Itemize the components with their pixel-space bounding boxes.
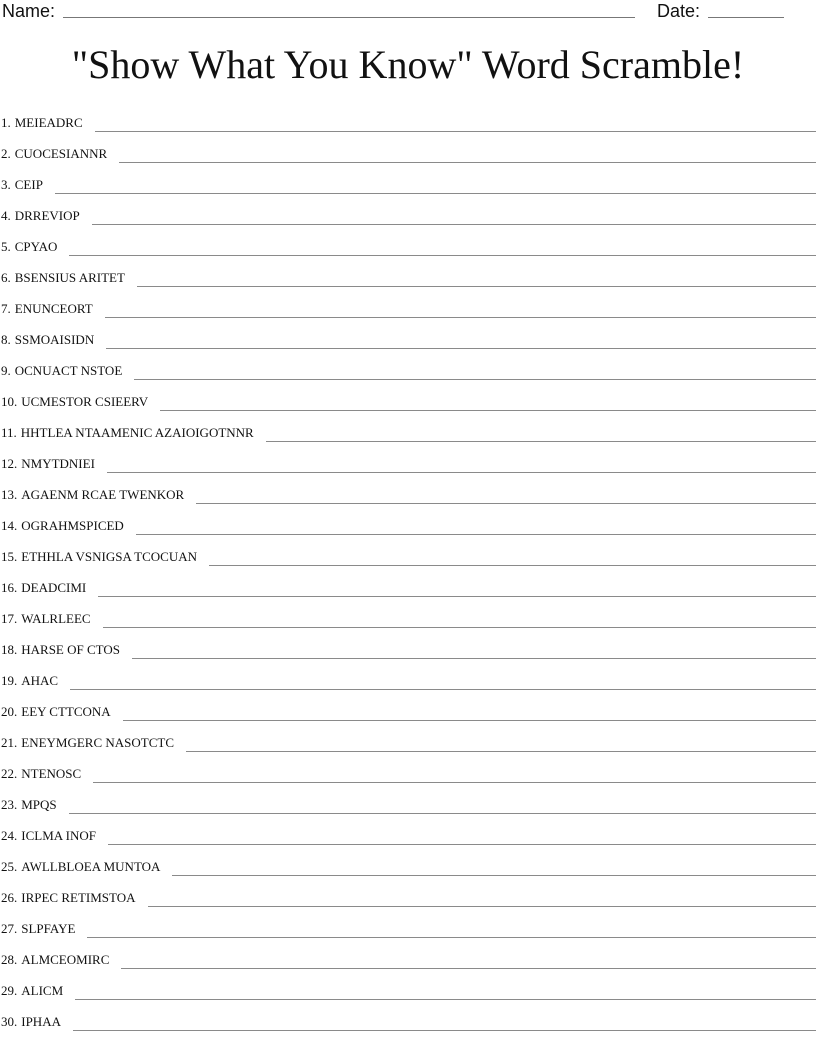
- scramble-clue: [0, 797, 57, 825]
- answer-line[interactable]: [266, 441, 816, 442]
- item-number: 6.: [1, 270, 11, 285]
- answer-line[interactable]: [73, 1030, 816, 1031]
- list-item: [0, 329, 816, 360]
- list-item: [0, 391, 816, 422]
- scrambled-word: IPHAA: [21, 1014, 61, 1029]
- scramble-clue: [0, 859, 160, 887]
- item-number: 4.: [1, 208, 11, 223]
- answer-line[interactable]: [137, 286, 816, 287]
- scrambled-word: AWLLBLOEA MUNTOA: [21, 859, 161, 874]
- list-item: [0, 732, 816, 763]
- scrambled-word: ETHHLA VSNIGSA TCOCUAN: [21, 549, 198, 564]
- scramble-clue: [0, 363, 122, 391]
- item-number: 9.: [1, 363, 11, 378]
- list-item: [0, 1011, 816, 1042]
- answer-line[interactable]: [107, 472, 816, 473]
- answer-line[interactable]: [186, 751, 816, 752]
- scrambled-word: ALICM: [21, 983, 64, 998]
- answer-line[interactable]: [106, 348, 816, 349]
- item-number: 10.: [1, 394, 18, 409]
- item-number: 14.: [1, 518, 18, 533]
- item-number: 3.: [1, 177, 11, 192]
- answer-line[interactable]: [69, 255, 816, 256]
- scramble-clue: [0, 332, 94, 360]
- item-number: 1.: [1, 115, 11, 130]
- answer-line[interactable]: [108, 844, 816, 845]
- answer-line[interactable]: [75, 999, 816, 1000]
- scramble-clue: [0, 115, 83, 143]
- scrambled-word: NTENOSC: [21, 766, 82, 781]
- list-item: [0, 639, 816, 670]
- list-item: [0, 143, 816, 174]
- list-item: [0, 298, 816, 329]
- item-number: 19.: [1, 673, 18, 688]
- item-number: 17.: [1, 611, 18, 626]
- list-item: [0, 453, 816, 484]
- scrambled-word: WALRLEEC: [21, 611, 91, 626]
- item-number: 21.: [1, 735, 18, 750]
- scrambled-word: IRPEC RETIMSTOA: [21, 890, 136, 905]
- scrambled-word: CEIP: [14, 177, 43, 192]
- answer-line[interactable]: [103, 627, 816, 628]
- scramble-clue: [0, 673, 58, 701]
- item-number: 30.: [1, 1014, 18, 1029]
- scramble-clue: [0, 425, 254, 453]
- scrambled-word: BSENSIUS ARITET: [14, 270, 125, 285]
- scramble-clue: [0, 983, 63, 1011]
- answer-line[interactable]: [92, 224, 816, 225]
- answer-line[interactable]: [95, 131, 816, 132]
- list-item: [0, 949, 816, 980]
- scramble-clue: [0, 146, 107, 174]
- item-number: 13.: [1, 487, 18, 502]
- scramble-clue: [0, 704, 111, 732]
- item-number: 20.: [1, 704, 18, 719]
- scrambled-word: ENUNCEORT: [14, 301, 93, 316]
- item-number: 7.: [1, 301, 11, 316]
- scrambled-word: CUOCESIANNR: [14, 146, 108, 161]
- item-number: 15.: [1, 549, 18, 564]
- answer-line[interactable]: [209, 565, 816, 566]
- list-item: [0, 112, 816, 143]
- scrambled-word: MEIEADRC: [14, 115, 83, 130]
- item-number: 28.: [1, 952, 18, 967]
- scramble-clue: [0, 456, 95, 484]
- scrambled-word: DEADCIMI: [21, 580, 87, 595]
- list-item: [0, 546, 816, 577]
- item-number: 2.: [1, 146, 11, 161]
- list-item: [0, 887, 816, 918]
- scrambled-word: ICLMA INOF: [21, 828, 97, 843]
- scramble-clue: [0, 549, 197, 577]
- list-item: [0, 825, 816, 856]
- scramble-clue: [0, 921, 75, 949]
- list-item: [0, 267, 816, 298]
- list-item: [0, 918, 816, 949]
- list-item: [0, 701, 816, 732]
- answer-line[interactable]: [87, 937, 816, 938]
- answer-line[interactable]: [134, 379, 816, 380]
- answer-line[interactable]: [148, 906, 816, 907]
- answer-line[interactable]: [69, 813, 816, 814]
- scrambled-word: SSMOAISIDN: [14, 332, 95, 347]
- scrambled-word: MPQS: [21, 797, 57, 812]
- scrambled-word: NMYTDNIEI: [21, 456, 95, 471]
- item-number: 11.: [1, 425, 17, 440]
- scramble-clue: [0, 890, 136, 918]
- list-item: [0, 608, 816, 639]
- answer-line[interactable]: [136, 534, 816, 535]
- item-number: 25.: [1, 859, 18, 874]
- scrambled-word: SLPFAYE: [21, 921, 76, 936]
- scramble-clue: [0, 735, 174, 763]
- scrambled-word: UCMESTOR CSIEERV: [21, 394, 149, 409]
- scrambled-word: OCNUACT NSTOE: [14, 363, 123, 378]
- item-number: 22.: [1, 766, 18, 781]
- name-field-line[interactable]: [63, 17, 635, 18]
- list-item: [0, 856, 816, 887]
- answer-line[interactable]: [172, 875, 816, 876]
- scramble-clue: [0, 270, 125, 298]
- answer-line[interactable]: [160, 410, 816, 411]
- list-item: [0, 360, 816, 391]
- scramble-clue: [0, 239, 57, 267]
- list-item: [0, 422, 816, 453]
- item-number: 5.: [1, 239, 11, 254]
- answer-line[interactable]: [55, 193, 816, 194]
- item-number: 27.: [1, 921, 18, 936]
- answer-line[interactable]: [196, 503, 816, 504]
- scrambled-word: HHTLEA NTAAMENIC AZAIOIGOTNNR: [20, 425, 254, 440]
- page-title: "Show What You Know" Word Scramble!: [71, 42, 745, 87]
- scramble-clue: [0, 952, 109, 980]
- scrambled-word: AGAENM RCAE TWENKOR: [21, 487, 185, 502]
- scramble-clue: [0, 766, 81, 794]
- item-number: 18.: [1, 642, 18, 657]
- item-number: 24.: [1, 828, 18, 843]
- answer-line[interactable]: [70, 689, 816, 690]
- item-number: 16.: [1, 580, 18, 595]
- scrambled-word: AHAC: [21, 673, 59, 688]
- scramble-clue: [0, 301, 93, 329]
- list-item: [0, 484, 816, 515]
- item-number: 8.: [1, 332, 11, 347]
- list-item: [0, 174, 816, 205]
- item-number: 12.: [1, 456, 18, 471]
- scrambled-word: ALMCEOMIRC: [21, 952, 110, 967]
- list-item: [0, 205, 816, 236]
- scramble-clue: [0, 487, 184, 515]
- answer-line[interactable]: [119, 162, 816, 163]
- answer-line[interactable]: [105, 317, 816, 318]
- item-number: 23.: [1, 797, 18, 812]
- scrambled-word: HARSE OF CTOS: [21, 642, 120, 657]
- name-label: Name:: [2, 1, 56, 21]
- scrambled-word: DRREVIOP: [14, 208, 80, 223]
- scrambled-word: ENEYMGERC NASOTCTC: [21, 735, 175, 750]
- list-item: [0, 236, 816, 267]
- scramble-clue: [0, 828, 96, 856]
- answer-line[interactable]: [93, 782, 816, 783]
- scramble-clue: [0, 1014, 61, 1042]
- date-field-line[interactable]: [708, 17, 784, 18]
- scrambled-word: EEY CTTCONA: [21, 704, 111, 719]
- list-item: [0, 763, 816, 794]
- scrambled-word: OGRAHMSPICED: [21, 518, 124, 533]
- scramble-clue: [0, 642, 120, 670]
- scramble-clue: [0, 208, 80, 236]
- answer-line[interactable]: [132, 658, 816, 659]
- item-number: 26.: [1, 890, 18, 905]
- scrambled-word: CPYAO: [14, 239, 58, 254]
- header-row: [0, 0, 816, 24]
- date-label: Date:: [657, 1, 701, 21]
- answer-line[interactable]: [121, 968, 816, 969]
- scramble-clue: [0, 580, 86, 608]
- list-item: [0, 980, 816, 1011]
- scramble-clue: [0, 394, 148, 422]
- scramble-clue: [0, 518, 124, 546]
- list-item: [0, 515, 816, 546]
- list-item: [0, 577, 816, 608]
- list-item: [0, 670, 816, 701]
- item-number: 29.: [1, 983, 18, 998]
- scramble-clue: [0, 177, 43, 205]
- answer-line[interactable]: [98, 596, 816, 597]
- scramble-clue: [0, 611, 91, 639]
- list-item: [0, 794, 816, 825]
- answer-line[interactable]: [123, 720, 816, 721]
- scramble-list: [0, 112, 816, 1042]
